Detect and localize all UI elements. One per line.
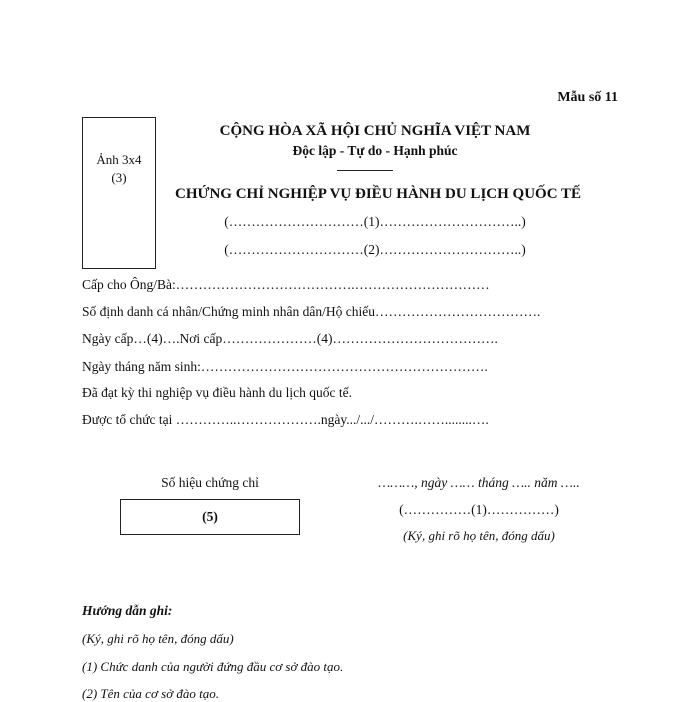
signature-person-line: (……………(1)……………) — [399, 502, 559, 517]
guide-note-1: (1) Chức danh của người đứng đầu cơ sở đào tạo. — [82, 659, 344, 674]
certificate-number-box — [120, 499, 300, 535]
guide-note-sign: (Ký, ghi rõ họ tên, đóng dấu) — [82, 631, 234, 646]
photo-placeholder — [82, 117, 156, 269]
field-recipient: Cấp cho Ông/Bà:………………………………….………………………… — [82, 277, 490, 292]
guide-title: Hướng dẫn ghi: — [82, 603, 173, 618]
signature-date-line: ………, ngày …… tháng ….. năm ….. — [378, 475, 580, 490]
certificate-title: CHỨNG CHỈ NGHIỆP VỤ ĐIỀU HÀNH DU LỊCH QUỐC TẾ — [175, 186, 582, 202]
issuer-line-2: (…………………………(2)…………………………..) — [224, 242, 526, 257]
certificate-number-label: Số hiệu chứng chỉ — [161, 475, 259, 490]
issuer-line-1: (…………………………(1)…………………………..) — [224, 214, 526, 229]
national-motto: Độc lập - Tự do - Hạnh phúc — [292, 143, 458, 158]
certificate-number-value: (5) — [202, 509, 218, 524]
field-exam-passed: Đã đạt kỳ thi nghiệp vụ điều hành du lịch quốc tế. — [82, 385, 352, 400]
photo-ref-label: (3) — [111, 170, 127, 185]
motto-divider — [337, 170, 393, 171]
signature-note: (Ký, ghi rõ họ tên, đóng dấu) — [403, 528, 555, 543]
field-birth-date: Ngày tháng năm sinh:………………………………………………………. — [82, 359, 488, 374]
nation-heading: CỘNG HÒA XÃ HỘI CHỦ NGHĨA VIỆT NAM — [219, 123, 531, 139]
field-id-number: Số định danh cá nhân/Chứng minh nhân dân/Hộ chiếu………………………………. — [82, 304, 541, 319]
field-exam-location: Được tổ chức tại …………..……………….ngày.../.../……….……........…. — [82, 412, 489, 427]
form-number: Mẫu số 11 — [557, 90, 618, 105]
photo-size-label: Ảnh 3x4 — [96, 152, 142, 167]
guide-note-2: (2) Tên của cơ sở đào tạo. — [82, 686, 219, 701]
field-issue-date-place: Ngày cấp…(4)….Nơi cấp…………………(4)………………………………. — [82, 331, 498, 346]
